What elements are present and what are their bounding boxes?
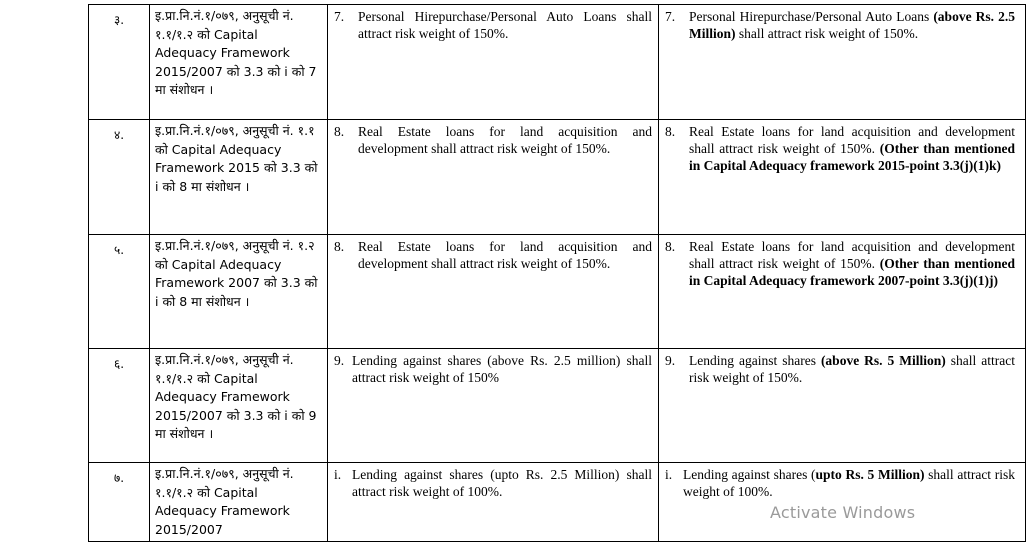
clause-number: 8. [665, 239, 676, 254]
serial-number: ६. [89, 349, 150, 463]
clause-number: 9. [665, 353, 676, 368]
clause-text-bold: upto Rs. 5 Million) [815, 467, 925, 482]
existing-provision-cell [328, 120, 659, 235]
table-row [89, 349, 1026, 463]
clause-text [689, 8, 1015, 42]
serial-number: ५. [89, 235, 150, 349]
existing-provision-cell [328, 235, 659, 349]
clause-text-bold: (above Rs. 5 Million) [820, 353, 946, 368]
table-row [89, 5, 1026, 120]
amended-provision-cell [659, 235, 1026, 349]
existing-provision-cell [328, 463, 659, 542]
amended-provision-cell [659, 120, 1026, 235]
clause-number: 8. [334, 124, 345, 139]
clause-text: Lending against shares (upto Rs. 2.5 Million) shall attract risk weight of 100%. [352, 467, 652, 499]
clause-text-part: shall attract risk weight of 150%. [735, 26, 919, 41]
clause-number: 9. [334, 353, 345, 368]
clause-number: i. [334, 467, 342, 482]
clause-text-part: Lending against shares [689, 353, 821, 368]
clause-text: Personal Hirepurchase/Personal Auto Loans shall attract risk weight of 150%. [358, 9, 652, 41]
clause-number: 8. [665, 124, 676, 139]
clause-text-part: Real Estate loans for land acquisition and development shall attract risk weight of 150%. [689, 239, 1015, 271]
clause-text [689, 123, 1015, 174]
clause-text: Lending against shares (above Rs. 2.5 million) shall attract risk weight of 150% [352, 353, 652, 385]
clause-text-part: Lending against shares ( [683, 467, 816, 482]
reference-cell: इ.प्रा.नि.नं.१/०७९, अनुसूची नं. १.१ को Capital Adequacy Framework 2015 को 3.3 को i को 8 मा संशोधन । [150, 120, 328, 235]
clause-text [689, 238, 1015, 289]
clause-text [683, 466, 1015, 500]
clause-text [689, 352, 1015, 386]
clause-number: i. [665, 467, 673, 482]
clause-text-bold: (above Rs. 2.5 Million) [689, 9, 1015, 41]
clause-text: Real Estate loans for land acquisition and development shall attract risk weight of 150%. [358, 239, 652, 271]
reference-cell: इ.प्रा.नि.नं.१/०७९, अनुसूची नं. १.१/१.२ को Capital Adequacy Framework 2015/2007 को 3.3 को i को 9 मा संशोधन । [150, 349, 328, 463]
clause-text-part: Real Estate loans for land acquisition and development shall attract risk weight of 150%. [689, 124, 1015, 156]
amended-provision-cell [659, 5, 1026, 120]
clause-text: Real Estate loans for land acquisition and development shall attract risk weight of 150%. [358, 124, 652, 156]
clause-number: 8. [334, 239, 345, 254]
table-row [89, 120, 1026, 235]
clause-text-bold: (Other than mentioned in Capital Adequacy framework 2015-point 3.3(j)(1)k) [689, 141, 1015, 173]
serial-number: ४. [89, 120, 150, 235]
existing-provision-cell [328, 5, 659, 120]
clause-text-part: shall attract risk weight of 100%. [683, 467, 1015, 499]
clause-number: 7. [334, 9, 345, 24]
existing-provision-cell [328, 349, 659, 463]
reference-cell: इ.प्रा.नि.नं.१/०७९, अनुसूची नं. १.२ को Capital Adequacy Framework 2007 को 3.3 को i को 8 मा संशोधन । [150, 235, 328, 349]
reference-cell: इ.प्रा.नि.नं.१/०७९, अनुसूची नं. १.१/१.२ को Capital Adequacy Framework 2015/2007 को 3.3 को i को 7 मा संशोधन । [150, 5, 328, 120]
amendment-table [88, 4, 1026, 542]
reference-cell: इ.प्रा.नि.नं.१/०७९, अनुसूची नं. १.१/१.२ को Capital Adequacy Framework 2015/2007 [150, 463, 328, 542]
table-row [89, 235, 1026, 349]
serial-number: ३. [89, 5, 150, 120]
clause-text-part: Personal Hirepurchase/Personal Auto Loans [689, 9, 934, 24]
activate-windows-watermark: Activate Windows [770, 503, 916, 522]
serial-number: ७. [89, 463, 150, 542]
amended-provision-cell [659, 349, 1026, 463]
clause-number: 7. [665, 9, 676, 24]
clause-text-bold: (Other than mentioned in Capital Adequacy framework 2007-point 3.3(j)(1)j) [689, 256, 1015, 288]
clause-text-part: shall attract risk weight of 150%. [689, 353, 1015, 385]
